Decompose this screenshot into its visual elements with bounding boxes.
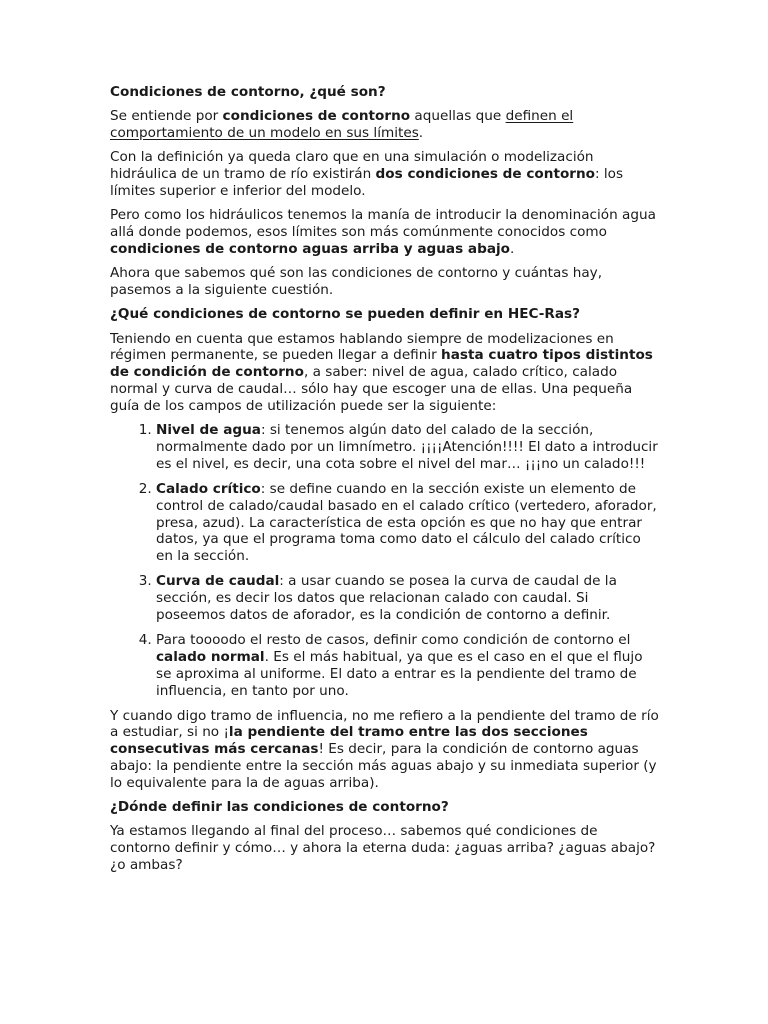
text: , a saber: nivel de agua, calado crítico, calado normal y curva de caudal… sólo hay que escoger una de ellas. Una pequeña guía de los campos de utilización puede ser la siguiente: — [110, 364, 633, 414]
paragraph-four-types — [110, 331, 662, 415]
text: . — [510, 240, 515, 257]
bold-text: dos condiciones de contorno — [375, 166, 595, 183]
list-item-title: Curva de caudal — [156, 573, 280, 590]
section-heading-what-are: Condiciones de contorno, ¿qué son? — [110, 84, 386, 100]
paragraph-definition — [110, 108, 662, 142]
underlined-text: definen el comportamiento de un modelo en sus límites — [110, 108, 574, 142]
conditions-list — [110, 422, 662, 699]
list-item-title: calado normal — [156, 649, 265, 666]
text: Teniendo en cuenta que estamos hablando siempre de modelizaciones en régimen permanente, se pueden llegar a definir — [110, 330, 614, 364]
section-heading-where: ¿Dónde definir las condiciones de contorno? — [110, 798, 449, 815]
list-item-title: Calado crítico — [156, 480, 261, 497]
text: : los límites superior e inferior del modelo. — [110, 166, 624, 199]
list-item-text: Para toooodo el resto de casos, definir como condición de contorno el — [156, 632, 631, 649]
list-item-text: : a usar cuando se posea la curva de caudal de la sección, es decir los datos que relacionan calado con caudal. Si poseemos datos de aforador, es la condición de contorno a definir. — [156, 573, 617, 624]
paragraph-transition: Ahora que sabemos qué son las condiciones de contorno y cuántas hay, pasemos a la siguiente cuestión. — [110, 265, 603, 298]
document-page — [110, 84, 662, 881]
text: Y cuando digo tramo de influencia, no me refiero a la pendiente del tramo de río a estudiar, si no ¡ — [110, 707, 659, 741]
text: . — [418, 125, 424, 142]
paragraph-closing: Ya estamos llegando al final del proceso… sabemos qué condiciones de contorno definir y cómo… y ahora la eterna duda: ¿aguas arriba? ¿aguas abajo? ¿o ambas? — [110, 823, 656, 873]
paragraph-influence-reach — [110, 708, 662, 792]
list-item — [156, 422, 662, 472]
list-item-text: . Es el más habitual, ya que es el caso en el que el flujo se aproxima al uniforme. El dato a entrar es la pendiente del tramo de influencia, en tanto por uno. — [156, 649, 643, 699]
text: Con la definición ya queda claro que en una simulación o modelización hidráulica de un tramo de río existirán — [110, 149, 594, 183]
list-item-text: : se define cuando en la sección existe un elemento de control de calado/caudal basado en el calado crítico (vertedero, aforador, presa, azud). La característica de esta opción es que no hay que entrar datos, ya que el programa toma como dato el cálculo del calado crítico en la sección. — [156, 480, 657, 565]
text: Se entiende por — [110, 108, 223, 125]
list-item-title: Nivel de agua — [156, 422, 261, 439]
paragraph-upstream-downstream — [110, 207, 662, 257]
section-heading-hec-ras: ¿Qué condiciones de contorno se pueden definir en HEC-Ras? — [110, 306, 581, 323]
list-item — [156, 573, 662, 623]
list-item-text: : si tenemos algún dato del calado de la sección, normalmente dado por un limnímetro. ¡¡¡¡Atención!!!! El dato a introducir es el nivel, es decir, una cota sobre el nivel del mar… ¡¡¡no un calado!!! — [156, 422, 658, 472]
list-item — [156, 632, 662, 699]
bold-text: la pendiente del tramo entre las dos secciones consecutivas más cercanas — [110, 724, 588, 758]
text: Pero como los hidráulicos tenemos la manía de introducir la denominación agua allá donde podemos, esos límites son más comúnmente conocidos como — [110, 207, 656, 241]
bold-text: condiciones de contorno — [222, 108, 411, 125]
list-item — [156, 481, 662, 565]
bold-text: condiciones de contorno aguas arriba y aguas abajo — [110, 240, 510, 257]
text: aquellas que — [410, 108, 506, 125]
paragraph-two-conditions — [110, 149, 662, 199]
text: ! Es decir, para la condición de contorno aguas abajo: la pendiente entre la sección más aguas abajo y su inmediata superior (y lo equivalente para la de aguas arriba). — [110, 741, 657, 791]
bold-text: hasta cuatro tipos distintos de condición de contorno — [110, 347, 653, 381]
